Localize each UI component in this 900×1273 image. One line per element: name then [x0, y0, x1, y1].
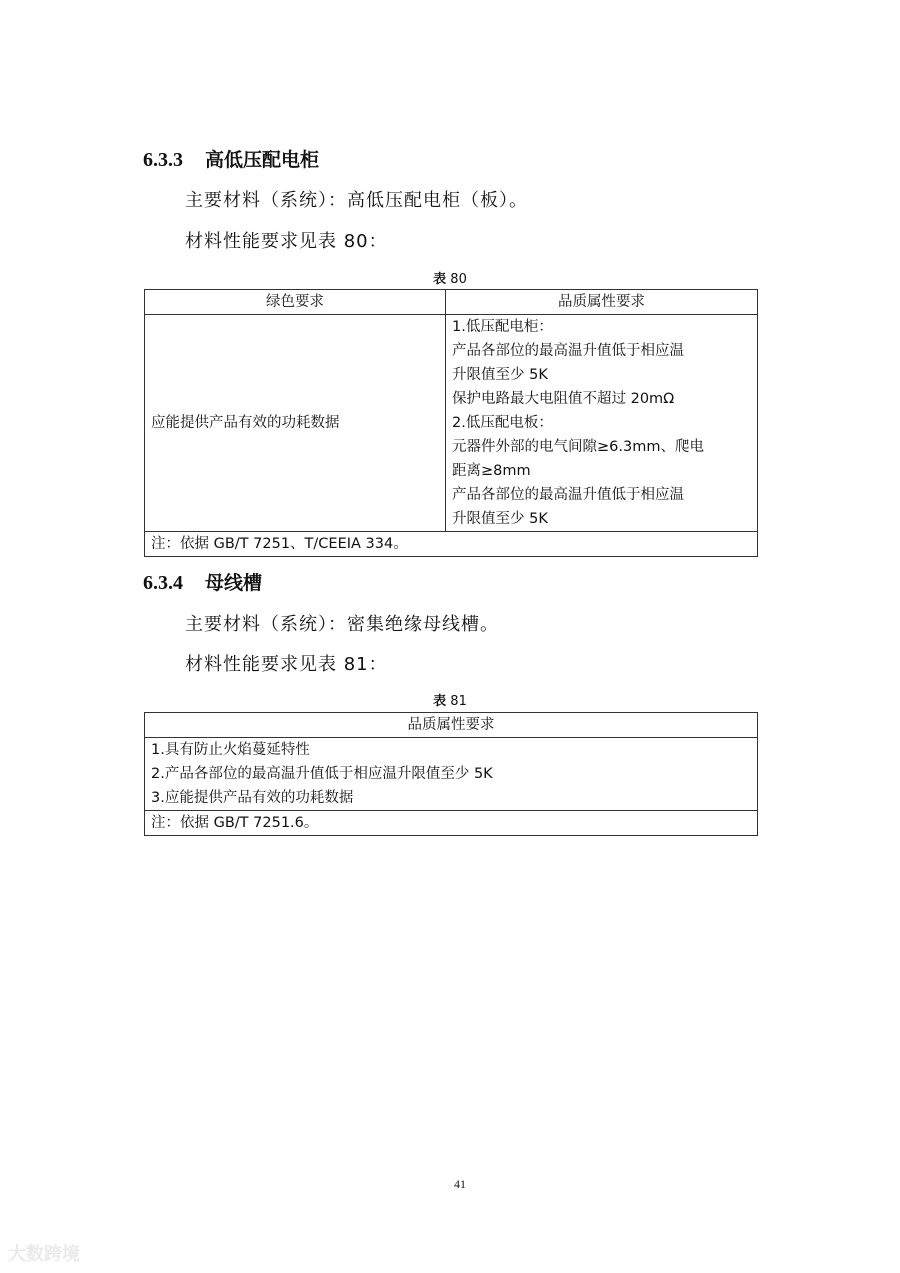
table-80	[144, 289, 758, 557]
quality-requirement-cell	[446, 315, 758, 532]
section-title: 母线槽	[205, 572, 263, 594]
header-green-requirement: 绿色要求	[145, 290, 446, 315]
quality-line: 距离≥8mm	[452, 463, 531, 479]
header-quality-requirement: 品质属性要求	[145, 713, 758, 738]
table-80-note: 注：依据 GB/T 7251、T/CEEIA 334。	[145, 532, 758, 557]
paragraph-table-ref: 材料性能要求见表 80：	[185, 231, 388, 252]
quality-line: 产品各部位的最高温升值低于相应温	[452, 487, 684, 503]
paragraph-main-material: 主要材料（系统）：高低压配电柜（板）。	[185, 190, 528, 211]
header-quality-requirement: 品质属性要求	[446, 290, 758, 315]
table-81-note: 注：依据 GB/T 7251.6。	[145, 811, 758, 836]
section-heading-6-3-3	[143, 145, 319, 172]
watermark: 大数跨境	[8, 1244, 80, 1265]
green-requirement-cell: 应能提供产品有效的功耗数据	[145, 315, 446, 532]
quality-line: 升限值至少 5K	[452, 367, 548, 383]
quality-line: 升限值至少 5K	[452, 511, 548, 527]
quality-line: 元器件外部的电气间隙≥6.3mm、爬电	[452, 439, 704, 455]
quality-line: 保护电路最大电阻值不超过 20mΩ	[452, 391, 675, 407]
quality-line: 1.低压配电柜：	[452, 319, 553, 335]
section-number: 6.3.4	[143, 572, 183, 594]
quality-line: 3.应能提供产品有效的功耗数据	[151, 790, 354, 806]
table-81-caption: 表 81	[433, 694, 467, 709]
quality-line: 1.具有防止火焰蔓延特性	[151, 742, 310, 758]
quality-line: 产品各部位的最高温升值低于相应温	[452, 343, 684, 359]
page-number: 41	[454, 1177, 466, 1191]
table-80-caption: 表 80	[433, 272, 467, 287]
quality-line: 2.低压配电板：	[452, 415, 553, 431]
paragraph-table-ref: 材料性能要求见表 81：	[185, 654, 388, 675]
section-title: 高低压配电柜	[205, 149, 320, 171]
table-81	[144, 712, 758, 836]
paragraph-main-material: 主要材料（系统）：密集绝缘母线槽。	[185, 614, 499, 635]
quality-requirement-cell	[145, 738, 758, 811]
section-heading-6-3-4	[143, 568, 262, 595]
section-number: 6.3.3	[143, 149, 183, 171]
quality-line: 2.产品各部位的最高温升值低于相应温升限值至少 5K	[151, 766, 493, 782]
